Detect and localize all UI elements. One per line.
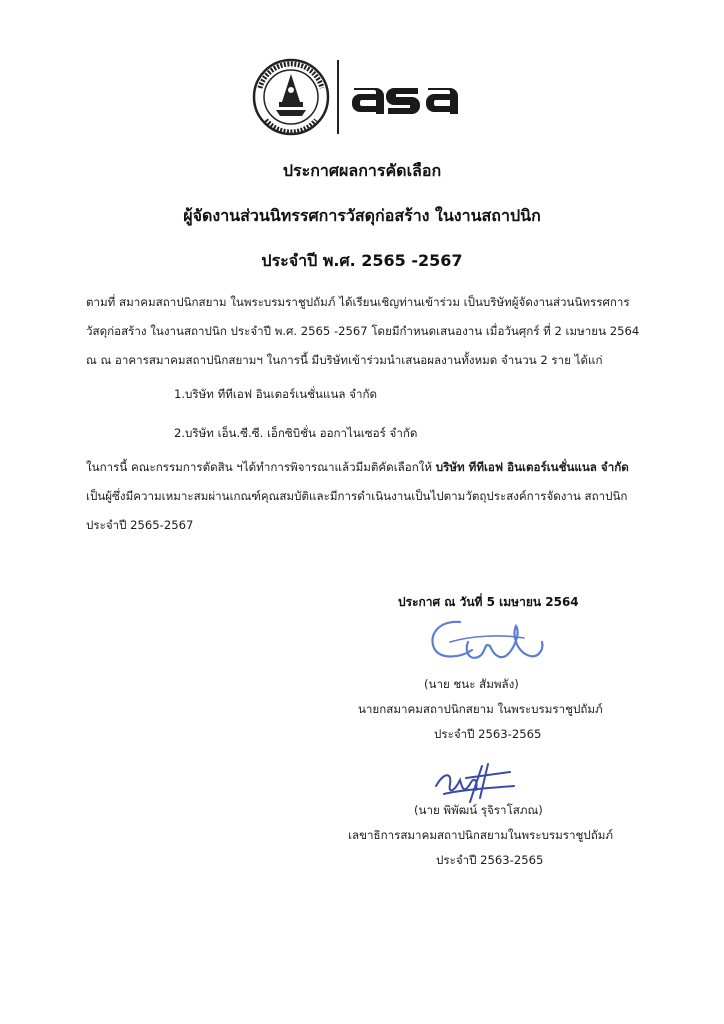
title-line-1: ประกาศผลการคัดเลือก: [282, 161, 442, 180]
paragraph-line: [86, 453, 646, 482]
signatory-name: (นาย ชนะ สัมพลัง): [424, 677, 519, 691]
signatory-term: ประจำปี 2563-2565: [436, 853, 544, 867]
paragraph-line: ณ ณ อาคารสมาคมสถาปนิกสยามฯ ในการนี้ มีบริษัทเข้าร่วมนำเสนอผลงานทั้งหมด จำนวน 2 ราย ได้แก่: [86, 353, 603, 367]
paragraph-line: วัสดุก่อสร้าง ในงานสถาปนิก ประจำปี พ.ศ. 2565 -2567 โดยมีกำหนดเสนองาน เมื่อวันศุกร์ ที่ 2 เมษายน 2564: [86, 324, 640, 338]
asa-logo: [350, 76, 462, 118]
paragraph-line: ประจำปี 2565-2567: [86, 518, 194, 532]
selected-company: บริษัท ทีทีเอฟ อินเตอร์เนชั่นแนล จำกัด: [435, 460, 629, 474]
title-line-3: ประจำปี พ.ศ. 2565 -2567: [261, 251, 463, 270]
announcement-date: ประกาศ ณ วันที่ 5 เมษายน 2564: [398, 595, 579, 609]
paragraph-line: ตามที่ สมาคมสถาปนิกสยาม ในพระบรมราชูปถัมภ์ ได้เรียนเชิญท่านเข้าร่วม เป็นบริษัทผู้จัดงานส่วนนิทรรศการ: [86, 295, 630, 309]
signatory-name: (นาย พิพัฒน์ รุจิราโสภณ): [414, 803, 543, 817]
signatory-position: เลขาธิการสมาคมสถาปนิกสยามในพระบรมราชูปถัมภ์: [348, 828, 614, 842]
association-seal-logo: [252, 58, 330, 136]
signatory-term: ประจำปี 2563-2565: [434, 727, 542, 741]
signature-president: [420, 612, 550, 672]
paragraph-line: เป็นผู้ซึ่งมีความเหมาะสมผ่านเกณฑ์คุณสมบัติและมีการดำเนินงานเป็นไปตามวัตถุประสงค์การจัดงาน สถาปนิก: [86, 489, 628, 503]
signatory-position: นายกสมาคมสถาปนิกสยาม ในพระบรมราชูปถัมภ์: [358, 702, 603, 716]
company-list-item: 2.บริษัท เอ็น.ซี.ซี. เอ็กซิบิชั่น ออกาไนเซอร์ จำกัด: [174, 426, 418, 440]
company-list-item: 1.บริษัท ทีทีเอฟ อินเตอร์เนชั่นแนล จำกัด: [174, 387, 378, 401]
signature-secretary: [430, 758, 520, 806]
decision-text: ในการนี้ คณะกรรมการตัดสิน ฯได้ทำการพิจารณาแล้วมีมติคัดเลือกให้: [86, 460, 436, 474]
paragraph-decision: [86, 453, 646, 540]
paragraph-invitation: [86, 288, 646, 375]
title-line-2: ผู้จัดงานส่วนนิทรรศการวัสดุก่อสร้าง ในงานสถาปนิก: [183, 206, 541, 225]
logo-divider: [337, 60, 339, 134]
